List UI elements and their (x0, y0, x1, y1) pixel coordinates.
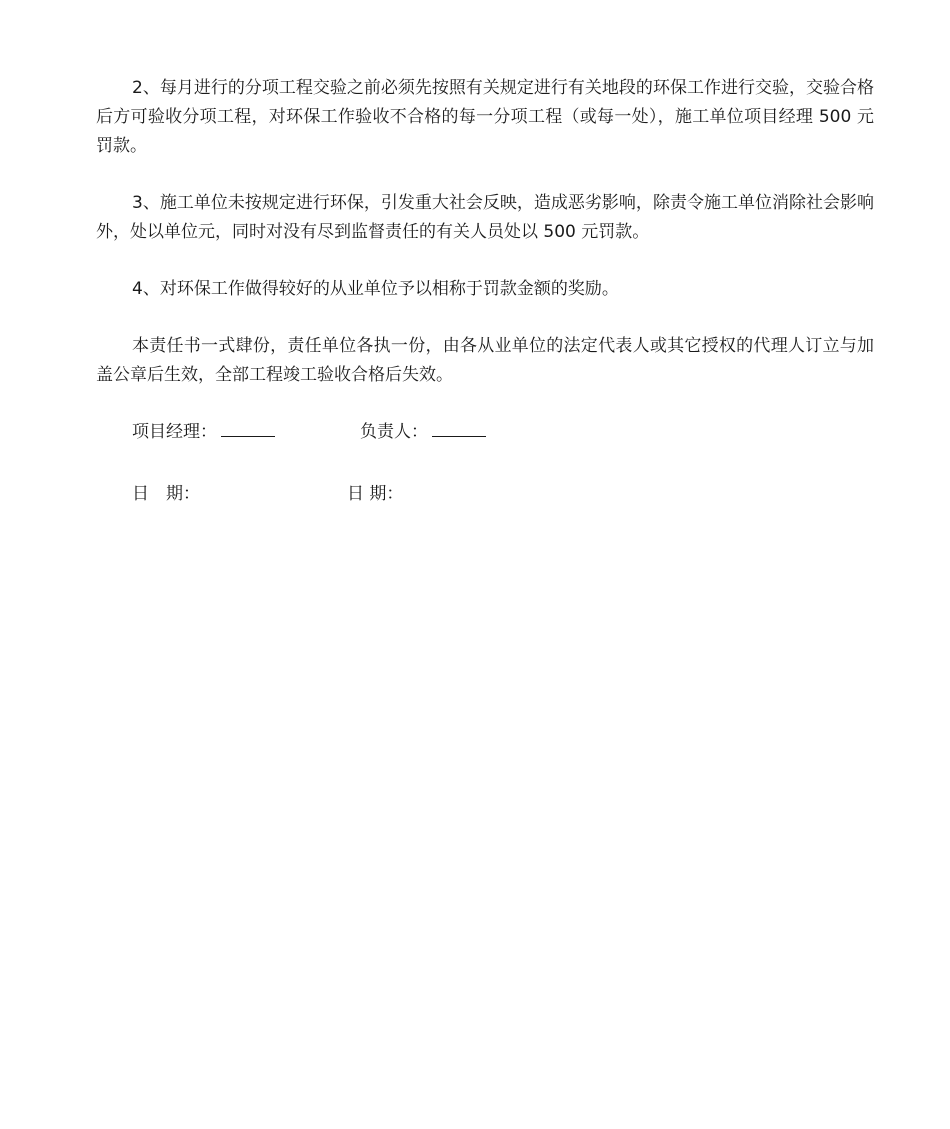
right-date-label: 日 期： (347, 484, 404, 504)
project-manager-blank (221, 418, 275, 437)
project-manager-label: 项目经理： (132, 422, 217, 442)
project-manager-signature (132, 418, 275, 447)
clause-2-paragraph: 2、每月进行的分项工程交验之前必须先按照有关规定进行有关地段的环保工作进行交验，交验合格后方可验收分项工程，对环保工作验收不合格的每一分项工程（或每一处），施工单位项目经理 500 元罚款。 (96, 78, 874, 156)
clause-3-paragraph: 3、施工单位未按规定进行环保，引发重大社会反映，造成恶劣影响，除责令施工单位消除社会影响外，处以单位元，同时对没有尽到监督责任的有关人员处以 500 元罚款。 (96, 193, 874, 242)
responsible-person-blank (432, 418, 486, 437)
responsible-person-label: 负责人： (360, 422, 428, 442)
responsible-person-signature (360, 418, 486, 447)
signature-row (96, 418, 874, 447)
document-page (96, 74, 874, 542)
date-row (96, 480, 874, 509)
clause-4-paragraph: 4、对环保工作做得较好的从业单位予以相称于罚款金额的奖励。 (132, 279, 619, 299)
validity-paragraph: 本责任书一式肆份，责任单位各执一份，由各从业单位的法定代表人或其它授权的代理人订立与加盖公章后生效，全部工程竣工验收合格后失效。 (96, 336, 874, 385)
left-date-label: 日 期： (132, 484, 200, 504)
